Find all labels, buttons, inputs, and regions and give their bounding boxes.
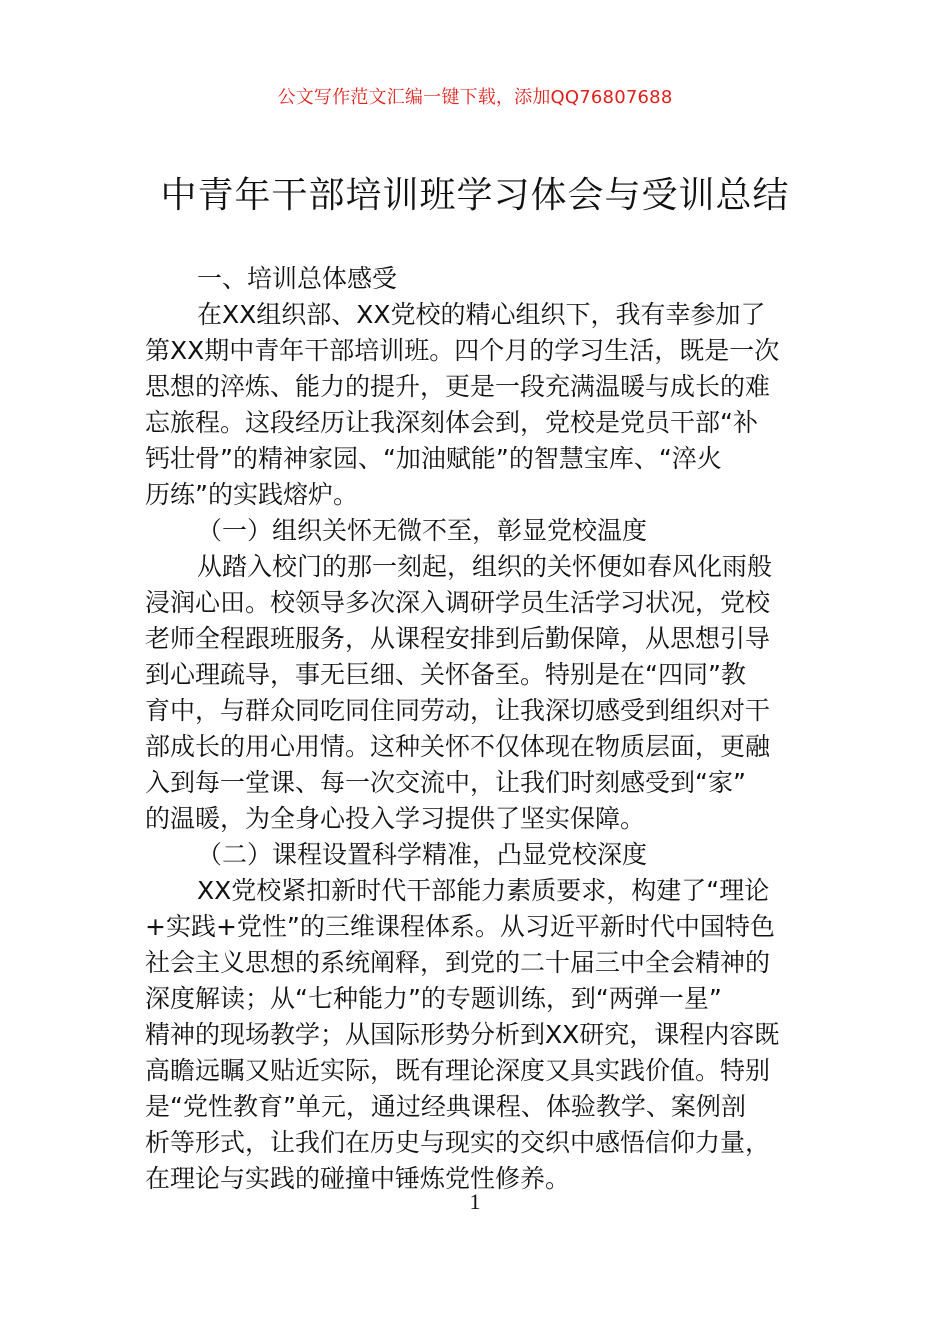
document-body — [145, 261, 807, 1197]
paragraph-line: 从踏入校门的那一刻起，组织的关怀便如春风化雨般 — [197, 552, 773, 581]
paragraph-line: 第XX期中青年干部培训班。四个月的学习生活，既是一次 — [145, 336, 780, 365]
paragraph-line: 思想的淬炼、能力的提升，更是一段充满温暖与成长的难 — [145, 372, 771, 401]
paragraph-line: 忘旅程。这段经历让我深刻体会到，党校是党员干部“补 — [145, 408, 758, 437]
paragraph-line: 社会主义思想的系统阐释，到党的二十届三中全会精神的 — [145, 948, 771, 977]
paragraph-line: 老师全程跟班服务，从课程安排到后勤保障，从思想引导 — [145, 624, 771, 653]
paragraph-line: 在XX组织部、XX党校的精心组织下，我有幸参加了 — [197, 300, 766, 329]
paragraph-line: 析等形式，让我们在历史与现实的交织中感悟信仰力量， — [145, 1128, 771, 1157]
paragraph-line: 部成长的用心用情。这种关怀不仅体现在物质层面，更融 — [145, 732, 771, 761]
page-number: 1 — [469, 1189, 481, 1214]
paragraph-line: 历练”的实践熔炉。 — [145, 480, 358, 509]
paragraph-line: 浸润心田。校领导多次深入调研学员生活学习状况，党校 — [145, 588, 771, 617]
paragraph-line: 精神的现场教学；从国际形势分析到XX研究，课程内容既 — [145, 1020, 780, 1049]
paragraph-line: 的温暖，为全身心投入学习提供了坚实保障。 — [145, 804, 646, 833]
section-heading: 一、培训总体感受 — [197, 264, 398, 293]
paragraph-line: 育中，与群众同吃同住同劳动，让我深切感受到组织对干 — [145, 696, 771, 725]
paragraph-line: 高瞻远瞩又贴近实际，既有理论深度又具实践价值。特别 — [145, 1056, 771, 1085]
subsection-heading: （一）组织关怀无微不至，彰显党校温度 — [197, 516, 648, 545]
paragraph-line: 钙壮骨”的精神家园、“加油赋能”的智慧宝库、“淬火 — [145, 444, 722, 473]
paragraph-line: 是“党性教育”单元，通过经典课程、体验教学、案例剖 — [145, 1092, 746, 1121]
paragraph-line: 深度解读；从“七种能力”的专题训练，到“两弹一星” — [145, 984, 722, 1013]
paragraph-line: XX党校紧扣新时代干部能力素质要求，构建了“理论 — [197, 876, 770, 905]
paragraph-line: 在理论与实践的碰撞中锤炼党性修养。 — [145, 1164, 571, 1193]
paragraph-line: 到心理疏导，事无巨细、关怀备至。特别是在“四同”教 — [145, 660, 746, 689]
subsection-heading: （二）课程设置科学精准，凸显党校深度 — [197, 840, 648, 869]
paragraph-line: +实践+党性”的三维课程体系。从习近平新时代中国特色 — [145, 912, 775, 941]
paragraph-line: 入到每一堂课、每一次交流中，让我们时刻感受到“家” — [145, 768, 746, 797]
download-promo-note: 公文写作范文汇编一键下载，添加QQ76807688 — [277, 87, 673, 108]
document-title: 中青年干部培训班学习体会与受训总结 — [160, 175, 790, 216]
